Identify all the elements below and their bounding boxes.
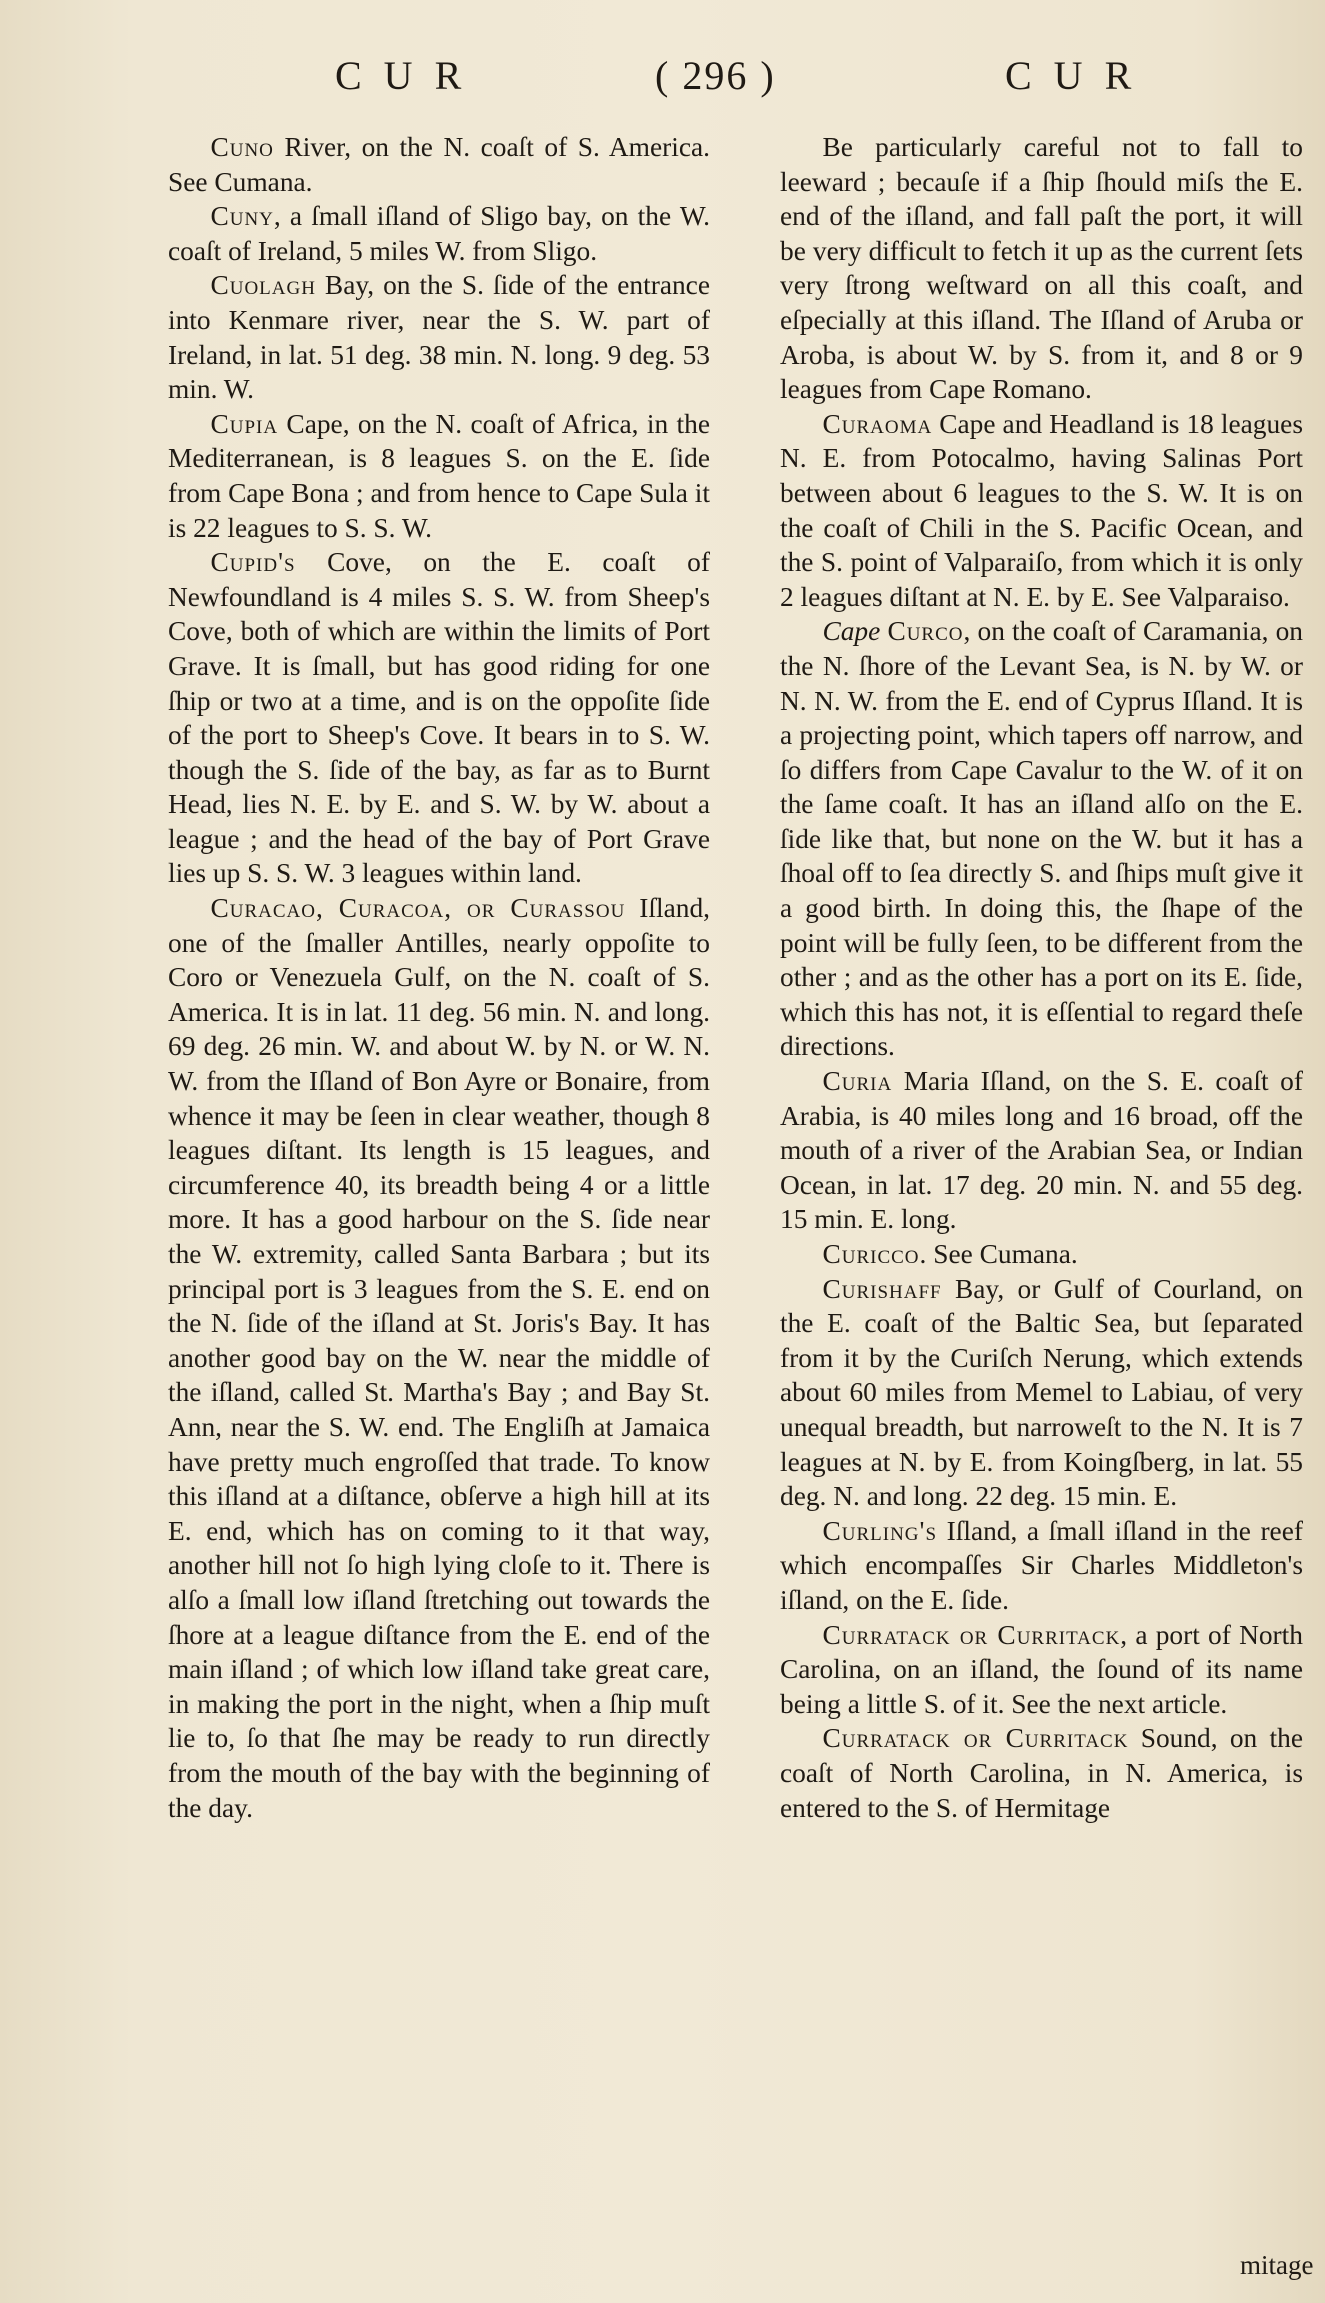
entry-cuno — [168, 130, 710, 199]
entry-headword: Cuno — [210, 132, 274, 162]
entry-cupia — [168, 407, 710, 545]
entry-cupids-cove — [168, 545, 710, 891]
entry-curratack-sound — [780, 1721, 1303, 1825]
entry-text: Sound, on the coaſt of North Carolina, in N. America, is entered to the S. of Hermitage — [780, 1723, 1303, 1823]
page-number: ( 296 ) — [655, 53, 776, 98]
entry-curia-maria — [780, 1064, 1303, 1237]
page-header — [0, 52, 1325, 112]
entry-headword: Cupia — [210, 408, 279, 439]
catchword: mitage — [1240, 2250, 1314, 2280]
entry-text: Cove, on the E. coaſt of Newfoundland is 4 miles S. S. W. from Sheep's Cove, both of which are within the limits of Port Grave. It is ſmall, but has good riding for one ſhip or two at a time, and is on the oppoſite ſide of the port to Sheep's Cove. It bears in to S. W. though the S. ſide of the bay, as far as to Burnt Head, lies N. E. by E. and S. W. by W. about a league ; and the head of the bay of Port Grave lies up S. S. W. 3 leagues within land. — [168, 547, 710, 889]
entry-headword: Curacao, Curacoa, or Curassou — [210, 893, 626, 924]
entry-headword: Cuny — [210, 201, 274, 232]
entry-curacao-continued: Be particularly careful not to fall to leeward ; becauſe if a ſhip ſhould miſs the E. end of the iſland, and fall paſt the port, it will be very difficult to fetch it up as the current ſets very ſtrong weſtward on all this coaſt, and eſpecially at this iſland. The Iſland of Aruba or Aroba, is about W. by S. from it, and 8 or 9 leagues from Cape Romano. — [780, 132, 1303, 405]
entry-text: Bay, or Gulf of Courland, on the E. coaſt of the Baltic Sea, but ſeparated from it by the Curiſch Nerung, which extends about 60 miles from Memel to Labiau, of very unequal breadth, but narroweſt to the N. It is 7 leagues at N. by E. from Koingſberg, in lat. 55 deg. N. and long. 22 deg. 15 min. E. — [780, 1273, 1303, 1512]
entry-text: Bay, on the S. ſide of the entrance into Kenmare river, near the S. W. part of Ireland, in lat. 51 deg. 38 min. N. long. 9 deg. 53 min. W. — [168, 270, 710, 405]
entry-text: , a ſmall iſland of Sligo bay, on the W. coaſt of Ireland, 5 miles W. from Sligo. — [168, 201, 710, 266]
entry-headword: Curling's — [822, 1515, 938, 1546]
entry-text: River, on the N. coaſt of S. America. See Cumana. — [168, 132, 710, 197]
entry-text: , a port of North Carolina, on an iſland, the ſound of its name being a little S. of it. See the next article. — [780, 1619, 1303, 1719]
entry-headword: Curaoma — [822, 408, 933, 439]
entry-headword: Curco — [887, 616, 964, 647]
entry-curacao — [168, 891, 710, 1825]
left-column — [168, 130, 710, 1825]
entry-prefix: Cape — [822, 616, 888, 647]
entry-headword: Cuolagh — [210, 270, 316, 301]
entry-text: Maria Iſland, on the S. E. coaſt of Arabia, is 40 miles long and 16 broad, off the mouth of a river of the Arabian Sea, or Indian Ocean, in lat. 17 deg. 20 min. N. and 55 deg. 15 min. E. long. — [780, 1066, 1303, 1235]
running-head-left: C U R — [335, 53, 468, 98]
running-head-right: C U R — [1005, 53, 1138, 98]
entry-text: Cape, on the N. coaſt of Africa, in the Mediterranean, is 8 leagues S. on the E. ſide from Cape Bona ; and from hence to Cape Sula it is 22 leagues to S. S. W. — [168, 408, 710, 543]
entry-headword: Curicco — [822, 1239, 920, 1269]
entry-cuny — [168, 199, 710, 268]
entry-text: , on the coaſt of Caramania, on the N. ſhore of the Levant Sea, is N. by W. or N. N. W. from the E. end of Cyprus Iſland. It is a projecting point, which tapers off narrow, and ſo differs from Cape Cavalur to the W. of it on the ſame coaſt. It has an iſland alſo on the E. ſide like that, but none on the W. but it has a ſhoal off to ſea directly S. and ſhips muſt give it a good birth. In doing this, the ſhape of the point will be fully ſeen, to be different from the other ; and as the other has a port on its E. ſide, which this has not, it is eſſential to regard theſe directions. — [780, 616, 1303, 1062]
entry-curco — [780, 614, 1303, 1064]
right-column — [780, 130, 1303, 1825]
entry-cuolagh — [168, 268, 710, 406]
entry-headword: Cupid's — [210, 547, 296, 578]
entry-text: Iſland, a ſmall iſland in the reef which encompaſſes Sir Charles Middleton's iſland, on the E. ſide. — [780, 1515, 1303, 1615]
entry-text: Iſland, one of the ſmaller Antilles, nearly oppoſite to Coro or Venezuela Gulf, on the N. coaſt of S. America. It is in lat. 11 deg. 56 min. N. and long. 69 deg. 26 min. W. and about W. by N. or W. N. W. from the Iſland of Bon Ayre or Bonaire, from whence it may be ſeen in clear weather, though 8 leagues diſtant. Its length is 15 leagues, and circumference 40, its breadth being 4 or a little more. It has a good harbour on the S. ſide near the W. extremity, called Santa Barbara ; but its principal port is 3 leagues from the S. E. end on the N. ſide of the iſland at St. Joris's Bay. It has another good bay on the W. near the middle of the iſland, called St. Martha's Bay ; and Bay St. Ann, near the S. W. end. The Engliſh at Jamaica have pretty much engroſſed that trade. To know this iſland at a diſtance, obſerve a high hill at its E. end, which has on coming to it that way, another hill not ſo high lying cloſe to it. There is alſo a ſmall low iſland ſtretching out towards the ſhore at a league diſtance from the E. end of the main iſland ; of which low iſland take great care, in making the port in the night, when a ſhip muſt lie to, ſo that ſhe may be ready to run directly from the mouth of the bay with the beginning of the day. — [168, 893, 710, 1823]
entry-headword: Curratack or Curritack — [822, 1723, 1129, 1754]
entry-curicco — [780, 1237, 1303, 1272]
entry-curaoma — [780, 407, 1303, 615]
entry-curratack-port — [780, 1618, 1303, 1722]
entry-curlings-island — [780, 1514, 1303, 1618]
entry-headword: Curishaff — [822, 1273, 942, 1304]
entry-curishaff — [780, 1272, 1303, 1514]
entry-headword: Curratack or Curritack — [822, 1619, 1121, 1650]
entry-text: . See Cumana. — [919, 1239, 1078, 1269]
entry-text: Cape and Headland is 18 leagues N. E. from Potocalmo, having Salinas Port between about 6 leagues to the S. W. It is on the coaſt of Chili in the S. Pacific Ocean, and the S. point of Valparaiſo, from which it is only 2 leagues diſtant at N. E. by E. See Valparaiso. — [780, 408, 1303, 612]
entry-headword: Curia — [822, 1066, 893, 1097]
